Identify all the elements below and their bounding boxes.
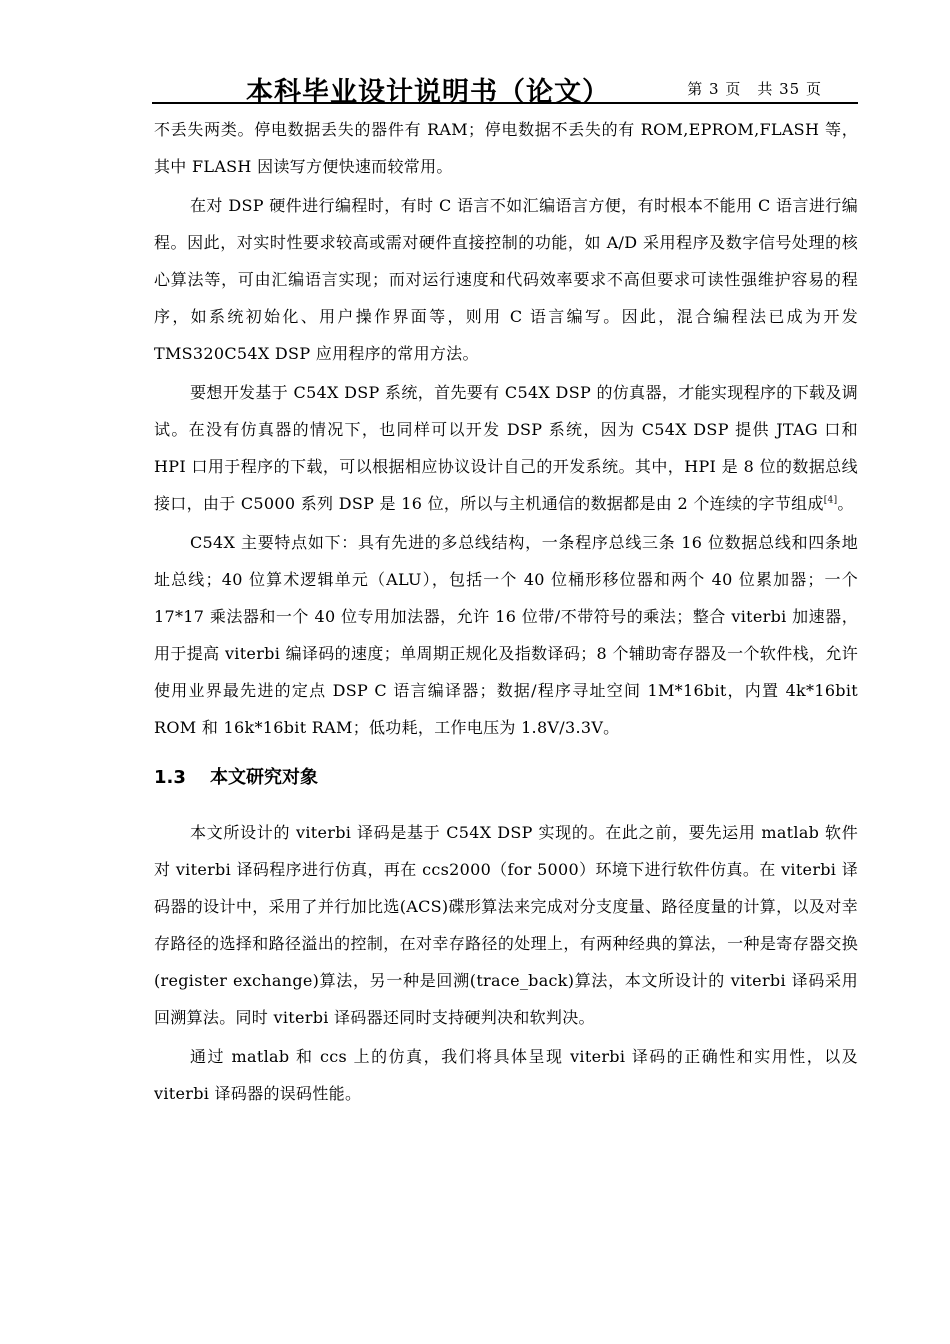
body-text [154, 111, 858, 1114]
citation-reference: [4] [823, 495, 838, 506]
paragraph-5: 本文所设计的 viterbi 译码是基于 C54X DSP 实现的。在此之前，要先运用 matlab 软件对 viterbi 译码程序进行仿真，再在 ccs2000（for 5000）环境下进行软件仿真。在 viterbi 译码器的设计中，采用了并行加比选(ACS)碟形算法来完成对分支度量、路径度量的计算，以及对幸存路径的选择和路径溢出的控制，在对幸存路径的处理上，有两种经典的算法，一种是寄存器交换(register exchange)算法，另一种是回溯(trace_back)算法，本文所设计的 viterbi 译码采用回溯算法。同时 viterbi 译码器还同时支持硬判决和软判决。 [154, 823, 858, 1027]
section-title: 本文研究对象 [210, 767, 318, 788]
page-number-info: 第 3 页 共 35 页 [687, 80, 822, 98]
section-heading [154, 758, 858, 798]
header-divider [152, 102, 858, 104]
paragraph-3-text: 要想开发基于 C54X DSP 系统，首先要有 C54X DSP 的仿真器，才能实现程序的下载及调试。在没有仿真器的情况下，也同样可以开发 DSP 系统，因为 C54X DSP 提供 JTAG 口和 HPI 口用于程序的下载，可以根据相应协议设计自己的开发系统。其中，HPI 是 8 位的数据总线接口，由于 C5000 系列 DSP 是 16 位，所以与主机通信的数据都是由 2 个连续的字节组成 [154, 383, 858, 513]
paragraph-2: 在对 DSP 硬件进行编程时，有时 C 语言不如汇编语言方便，有时根本不能用 C 语言进行编程。因此，对实时性要求较高或需对硬件直接控制的功能，如 A/D 采用程序及数字信号处理的核心算法等，可由汇编语言实现；而对运行速度和代码效率要求不高但要求可读性强维护容易的程序，如系统初始化、用户操作界面等，则用 C 语言编写。因此，混合编程法已成为开发 TMS320C54X DSP 应用程序的常用方法。 [154, 196, 858, 363]
paragraph-3-end: 。 [837, 494, 854, 513]
document-title: 本科毕业设计说明书（论文） [246, 77, 610, 108]
paragraph-3 [154, 374, 858, 522]
paragraph-1: 不丢失两类。停电数据丢失的器件有 RAM；停电数据不丢失的有 ROM,EPROM,FLASH 等，其中 FLASH 因读写方便快速而较常用。 [154, 120, 858, 176]
section-number: 1.3 [154, 767, 186, 788]
page-header [152, 66, 858, 106]
paragraph-4: C54X 主要特点如下：具有先进的多总线结构，一条程序总线三条 16 位数据总线和四条地址总线；40 位算术逻辑单元（ALU），包括一个 40 位桶形移位器和两个 40 位累加器；一个 17*17 乘法器和一个 40 位专用加法器，允许 16 位带/不带符号的乘法；整合 viterbi 加速器，用于提高 viterbi 编译码的速度；单周期正规化及指数译码；8 个辅助寄存器及一个软件栈，允许使用业界最先进的定点 DSP C 语言编译器；数据/程序寻址空间 1M*16bit，内置 4k*16bit ROM 和 16k*16bit RAM；低功耗，工作电压为 1.8V/3.3V。 [154, 533, 858, 737]
paragraph-6: 通过 matlab 和 ccs 上的仿真，我们将具体呈现 viterbi 译码的正确性和实用性，以及 viterbi 译码器的误码性能。 [154, 1047, 858, 1103]
